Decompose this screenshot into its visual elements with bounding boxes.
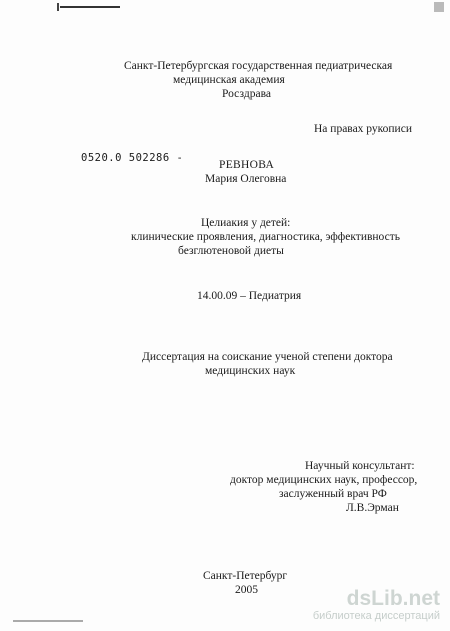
scan-artifact (60, 6, 120, 8)
footer-city: Санкт-Петербург (203, 570, 288, 582)
consultant-degree: доктор медицинских наук, профессор, (230, 474, 418, 486)
dslib-subtitle: библиотека диссертаций (312, 610, 440, 622)
footer-year: 2005 (235, 584, 258, 596)
dslib-watermark[interactable] (285, 588, 440, 624)
title-line-1: Целиакия у детей: (201, 217, 291, 229)
consultant-label: Научный консультант: (305, 460, 415, 472)
author-given-names: Мария Олеговна (205, 173, 287, 185)
consultant-honor: заслуженный врач РФ (279, 488, 387, 500)
institution-line-1: Санкт-Петербургская государственная педиатрическая (124, 60, 393, 72)
scan-artifact (434, 2, 444, 12)
rights-notice: На правах рукописи (314, 123, 412, 135)
author-surname: РЕВНОВА (219, 159, 275, 171)
dslib-logo: dsLib.net (346, 587, 440, 610)
title-line-3: безглютеновой диеты (178, 245, 284, 257)
registration-code: 0520.0 502286 - (81, 152, 184, 164)
title-line-2: клинические проявления, диагностика, эффективность (131, 231, 400, 243)
consultant-name: Л.В.Эрман (346, 502, 399, 514)
institution-line-2: медицинская академия (173, 74, 285, 86)
dissertation-line-2: медицинских наук (205, 365, 296, 377)
scan-artifact (57, 3, 59, 11)
institution-line-3: Росздрава (222, 88, 271, 100)
scan-artifact (13, 620, 83, 622)
dissertation-line-1: Диссертация на соискание ученой степени доктора (142, 351, 393, 363)
specialty: 14.00.09 – Педиатрия (197, 290, 302, 302)
